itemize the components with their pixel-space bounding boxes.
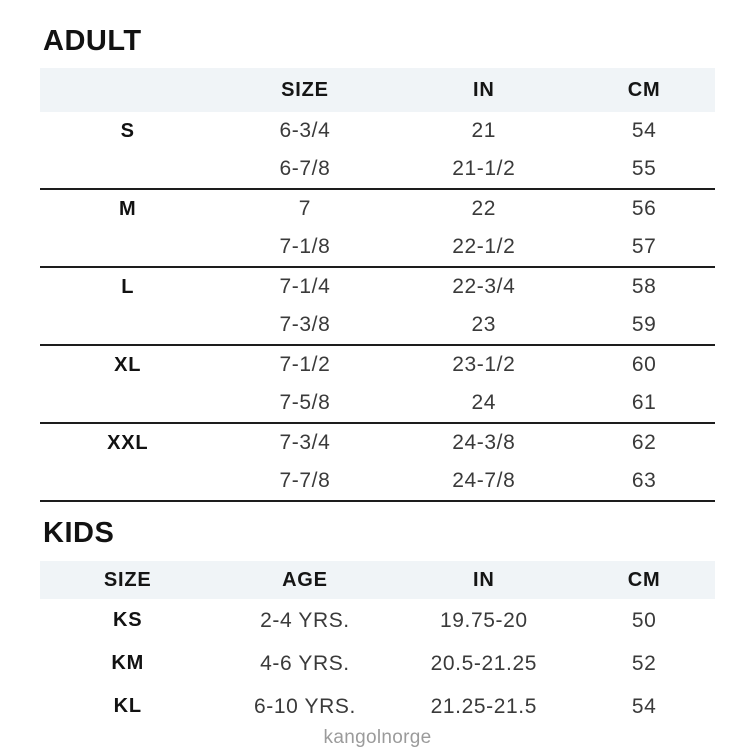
value-cell: 24 bbox=[471, 391, 497, 414]
value-cell: 2-4 YRS. bbox=[260, 608, 350, 632]
size-label-cell bbox=[40, 384, 216, 423]
table-row bbox=[40, 228, 715, 267]
table-row bbox=[40, 306, 715, 345]
table-row bbox=[40, 599, 715, 642]
value-cell: 62 bbox=[631, 431, 657, 454]
table-row bbox=[40, 345, 715, 384]
size-label-cell: KL bbox=[113, 695, 142, 717]
size-label-cell bbox=[40, 462, 216, 501]
header-row bbox=[40, 561, 715, 599]
value-cell: 54 bbox=[631, 694, 657, 718]
adult-size-table bbox=[40, 68, 715, 502]
adult-size-group-xxl bbox=[40, 423, 715, 501]
size-label-cell: KM bbox=[111, 652, 145, 674]
value-cell: 21-1/2 bbox=[452, 157, 516, 180]
value-cell: 58 bbox=[631, 275, 657, 298]
value-cell: 55 bbox=[631, 157, 657, 180]
value-cell: 4-6 YRS. bbox=[260, 651, 350, 675]
table-row bbox=[40, 685, 715, 728]
adult-size-group-m bbox=[40, 189, 715, 267]
value-cell: 57 bbox=[631, 235, 657, 258]
column-header: IN bbox=[394, 68, 573, 112]
size-label-cell: XL bbox=[114, 353, 142, 376]
value-cell: 7-3/8 bbox=[279, 313, 331, 336]
value-cell: 20.5-21.25 bbox=[430, 651, 538, 675]
value-cell: 60 bbox=[631, 353, 657, 376]
value-cell: 50 bbox=[631, 608, 657, 632]
column-header: CM bbox=[573, 561, 715, 599]
value-cell: 7-3/4 bbox=[279, 431, 331, 454]
value-cell: 24-7/8 bbox=[452, 469, 516, 492]
adult-table-header bbox=[40, 68, 715, 112]
value-cell: 6-10 YRS. bbox=[253, 694, 356, 718]
table-row bbox=[40, 189, 715, 228]
value-cell: 54 bbox=[631, 119, 657, 142]
value-cell: 63 bbox=[631, 469, 657, 492]
value-cell: 23 bbox=[471, 313, 497, 336]
value-cell: 22-1/2 bbox=[452, 235, 516, 258]
value-cell: 19.75-20 bbox=[439, 608, 528, 632]
column-header: IN bbox=[394, 561, 573, 599]
value-cell: 7-7/8 bbox=[279, 469, 331, 492]
size-label-cell bbox=[40, 306, 216, 345]
table-row bbox=[40, 267, 715, 306]
kids-table-body bbox=[40, 599, 715, 728]
adult-section-title: ADULT bbox=[43, 25, 142, 57]
adult-size-group-s bbox=[40, 112, 715, 189]
value-cell: 52 bbox=[631, 651, 657, 675]
column-header: SIZE bbox=[40, 561, 216, 599]
value-cell: 23-1/2 bbox=[452, 353, 516, 376]
size-label-cell bbox=[40, 150, 216, 189]
adult-size-group-xl bbox=[40, 345, 715, 423]
table-row bbox=[40, 423, 715, 462]
value-cell: 22-3/4 bbox=[452, 275, 516, 298]
footer-brand: kangolnorge bbox=[323, 727, 432, 748]
kids-table-header bbox=[40, 561, 715, 599]
value-cell: 7-1/8 bbox=[279, 235, 331, 258]
size-label-cell: KS bbox=[113, 609, 143, 631]
column-header: SIZE bbox=[216, 68, 395, 112]
table-row bbox=[40, 642, 715, 685]
size-label-cell: XXL bbox=[107, 431, 149, 454]
table-row bbox=[40, 384, 715, 423]
value-cell: 61 bbox=[631, 391, 657, 414]
value-cell: 7-1/4 bbox=[279, 275, 331, 298]
size-label-cell bbox=[40, 228, 216, 267]
header-row bbox=[40, 68, 715, 112]
adult-size-group-l bbox=[40, 267, 715, 345]
kids-size-table bbox=[40, 561, 715, 728]
kids-section-title: KIDS bbox=[43, 517, 115, 549]
column-header: CM bbox=[573, 68, 715, 112]
value-cell: 22 bbox=[471, 197, 497, 220]
value-cell: 6-7/8 bbox=[279, 157, 331, 180]
table-row bbox=[40, 462, 715, 501]
size-label-cell: M bbox=[119, 197, 137, 220]
value-cell: 7-1/2 bbox=[279, 353, 331, 376]
table-row bbox=[40, 112, 715, 150]
value-cell: 59 bbox=[631, 313, 657, 336]
value-cell: 21.25-21.5 bbox=[430, 694, 538, 718]
column-header bbox=[40, 68, 216, 112]
value-cell: 7-5/8 bbox=[279, 391, 331, 414]
value-cell: 6-3/4 bbox=[279, 119, 331, 142]
size-label-cell: L bbox=[121, 275, 135, 298]
value-cell: 24-3/8 bbox=[452, 431, 516, 454]
value-cell: 21 bbox=[471, 119, 497, 142]
column-header: AGE bbox=[216, 561, 395, 599]
size-label-cell: S bbox=[120, 119, 135, 142]
table-row bbox=[40, 150, 715, 189]
value-cell: 7 bbox=[298, 197, 312, 220]
value-cell: 56 bbox=[631, 197, 657, 220]
